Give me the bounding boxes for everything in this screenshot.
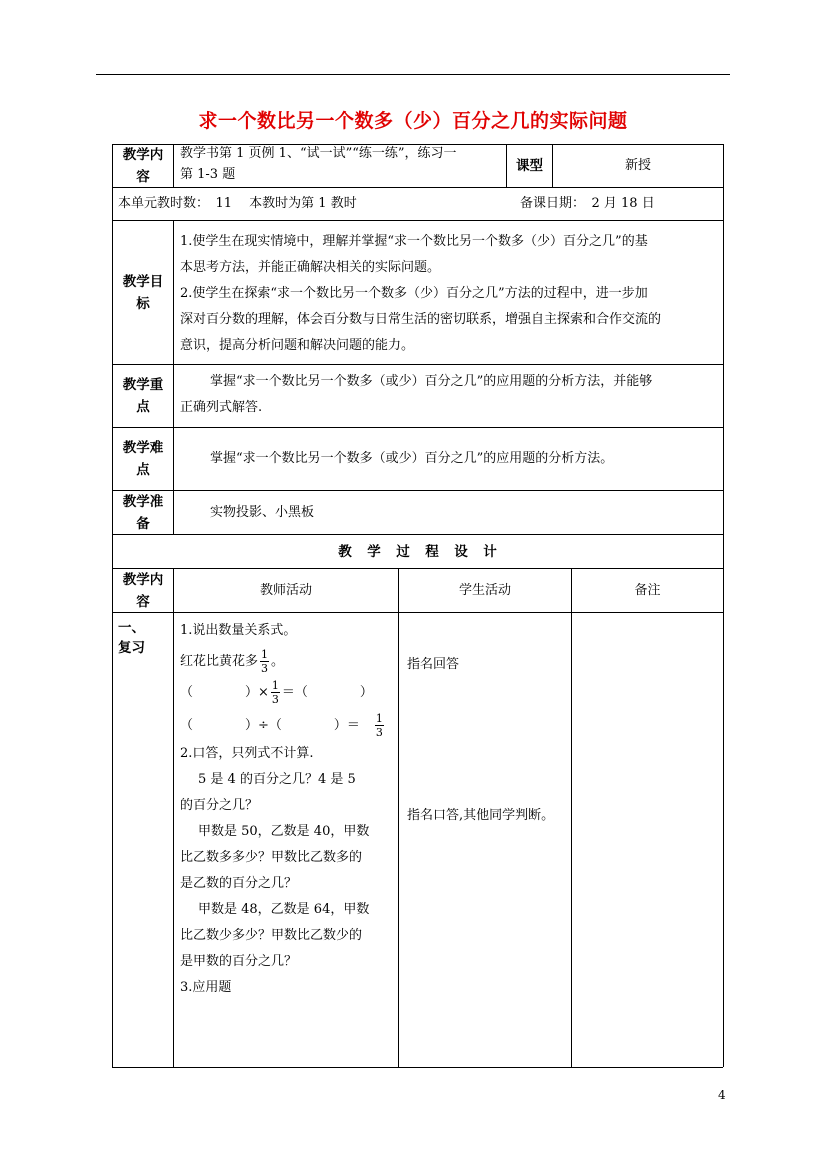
goals-label: 教学目标 [122, 273, 164, 312]
student-activity-2: 指名口答,其他同学判断。 [407, 808, 555, 823]
goals-text: 1.使学生在现实情境中，理解并掌握“求一个数比另一个数多（少）百分之几”的基 本思考方法，并能正确解决相关的实际问题。 2.使学生在探索“求一个数比另一个数多（少）百分之几”方法的过程中，进一步加 深对百分数的理解，体会百分数与日常生活的密切联系，增强自主探索和合作交流的 意识，提高分析问题和解决问题的能力。 [180, 234, 662, 353]
teacher-activity: 1.说出数量关系式。 红花比黄花多 $\frac{1}{3}$ 。 （ ）× $\frac{1}{3}$ ＝（ ） （ ）÷（ ）＝ $\frac{1}{3}$ 2.口答，只列式不计算. 5 是 4 的百分之几？4 是 5 的百分之几？ 甲数是 50，乙数是 40，甲数 比乙数多多少？甲数比乙数多的 是乙数的百分之几？ 甲数是 48，乙数是 64，甲数 比乙数少多少？甲数比乙数少的 是甲数的百分之几？ 3.应用题 [180, 618, 395, 1001]
review-red-flowers: 红花比黄花多 $\frac{1}{3}$ 。 [180, 648, 285, 675]
fraction-one-third: $\frac{1}{3}$ [261, 648, 269, 675]
review-equation-1: （ ）× $\frac{1}{3}$ ＝（ ） [180, 679, 373, 706]
page-title: 求一个数比另一个数多（少）百分之几的实际问题 [198, 110, 628, 132]
key-points-label: 教学重点 [122, 377, 164, 415]
teaching-content-text: 教学书第 1 页例 1、“试一试”“练一练”，练习一 第 1-3 题 [180, 146, 457, 182]
review-item-1: 1.说出数量关系式。 [180, 623, 297, 638]
preparation-label: 教学准备 [122, 493, 164, 532]
lesson-type-value: 新授 [624, 158, 651, 173]
difficulty-label: 教学难点 [122, 440, 164, 478]
col-student-header: 学生活动 [458, 582, 511, 598]
student-activity-1: 指名回答 [407, 657, 460, 672]
review-equation-2: （ ）÷（ ）＝ $\frac{1}{3}$ [180, 712, 383, 739]
difficulty-text: 掌握“求一个数比另一个数多（或少）百分之几”的应用题的分析方法。 [210, 451, 614, 466]
preparation-text: 实物投影、小黑板 [210, 504, 315, 520]
prep-date: 备课日期： 2 月 18 日 [520, 196, 655, 211]
process-header: 教 学 过 程 设 计 [338, 543, 498, 560]
key-points-text: 掌握“求一个数比另一个数多（或少）百分之几”的应用题的分析方法，并能够 正确列式解答. [180, 374, 653, 415]
col-teacher-header: 教师活动 [259, 582, 312, 598]
page-number: 4 [718, 1088, 726, 1102]
col-notes-header: 备注 [634, 582, 661, 598]
review-label: 一、复习 [118, 620, 145, 656]
teaching-content-label: 教学内容 [122, 147, 164, 185]
header-rule [96, 74, 730, 75]
col-content-header: 教学内容 [122, 571, 164, 610]
lesson-type-label: 课型 [516, 158, 543, 174]
unit-periods: 本单元教时数： 11 本教时为第 1 教时 [118, 196, 357, 211]
